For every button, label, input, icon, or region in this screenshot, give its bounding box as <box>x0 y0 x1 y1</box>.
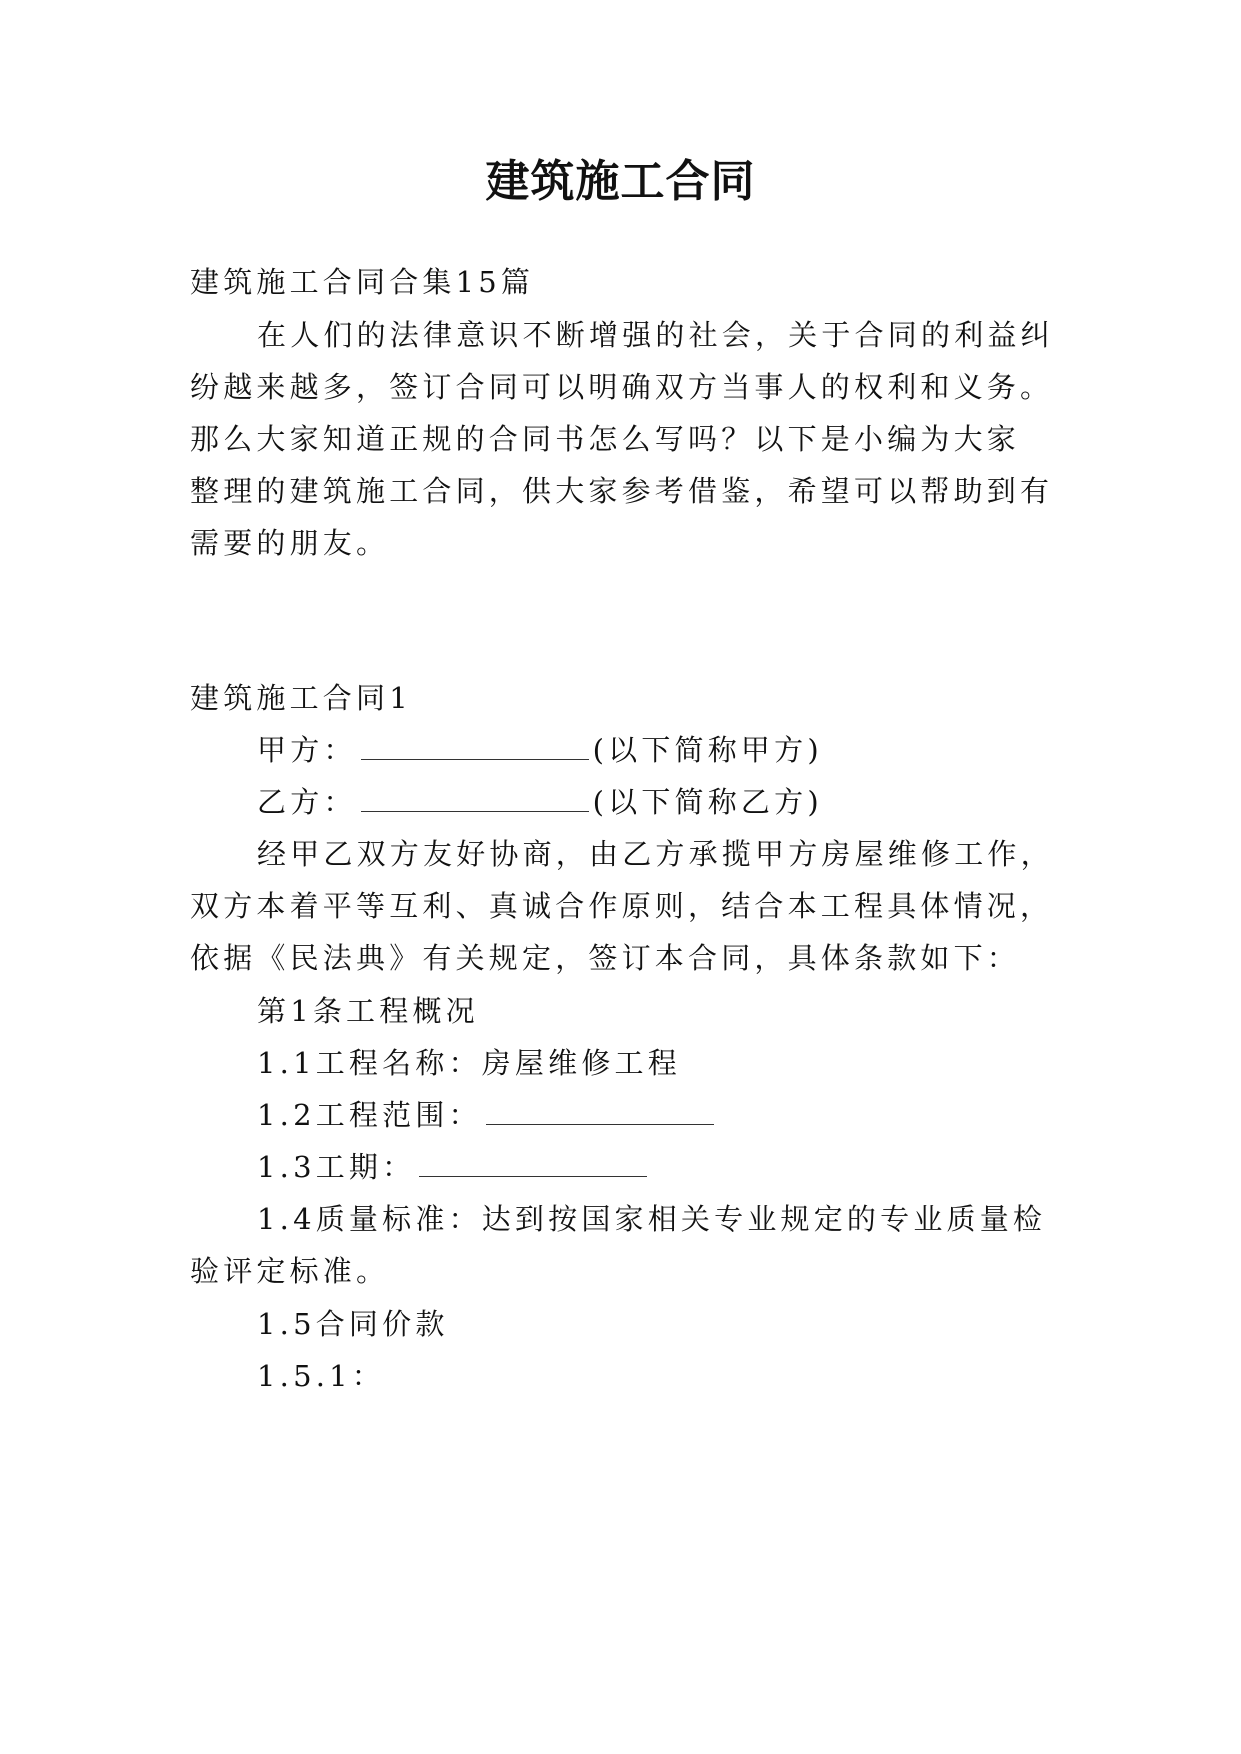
section-heading: 建筑施工合同1 <box>190 681 412 715</box>
clause-1-5-1: 1.5.1： <box>257 1359 385 1393</box>
collection-subtitle: 建筑施工合同合集15篇 <box>190 265 535 299</box>
clause-1-3-blank <box>419 1154 647 1177</box>
agreement-line: 经甲乙双方友好协商，由乙方承揽甲方房屋维修工作， <box>257 837 1054 871</box>
clause-1-5: 1.5合同价款 <box>257 1307 449 1341</box>
clause-1-3-label: 1.3工期： <box>257 1150 416 1184</box>
document-title: 建筑施工合同 <box>485 156 756 207</box>
intro-line: 纷越来越多，签订合同可以明确双方当事人的权利和义务。 <box>190 370 1054 404</box>
party-b-blank <box>361 789 589 812</box>
clause-1-3 <box>257 1147 651 1187</box>
clause-1-2-label: 1.2工程范围： <box>257 1098 482 1132</box>
agreement-line: 依据《民法典》有关规定，签订本合同，具体条款如下： <box>190 941 1021 975</box>
clause-1-2 <box>257 1095 718 1135</box>
party-a-blank <box>361 737 589 760</box>
party-a-line <box>257 730 823 770</box>
article-heading: 第1条工程概况 <box>257 994 479 1028</box>
clause-1-4-line: 验评定标准。 <box>190 1254 390 1288</box>
intro-line: 在人们的法律意识不断增强的社会，关于合同的利益纠 <box>257 318 1054 352</box>
clause-1-2-blank <box>486 1102 714 1125</box>
party-a-label: 甲方： <box>257 733 357 767</box>
intro-line: 整理的建筑施工合同，供大家参考借鉴，希望可以帮助到有 <box>190 474 1054 508</box>
agreement-line: 双方本着平等互利、真诚合作原则，结合本工程具体情况， <box>190 889 1054 923</box>
intro-line: 那么大家知道正规的合同书怎么写吗？以下是小编为大家 <box>190 422 1021 456</box>
clause-1-4-line: 1.4质量标准：达到按国家相关专业规定的专业质量检 <box>257 1202 1047 1236</box>
party-b-label: 乙方： <box>257 785 357 819</box>
intro-line: 需要的朋友。 <box>190 526 390 560</box>
party-b-line <box>257 782 823 822</box>
party-a-suffix: (以下简称甲方) <box>592 733 823 767</box>
clause-1-1: 1.1工程名称：房屋维修工程 <box>257 1046 681 1080</box>
party-b-suffix: (以下简称乙方) <box>592 785 823 819</box>
